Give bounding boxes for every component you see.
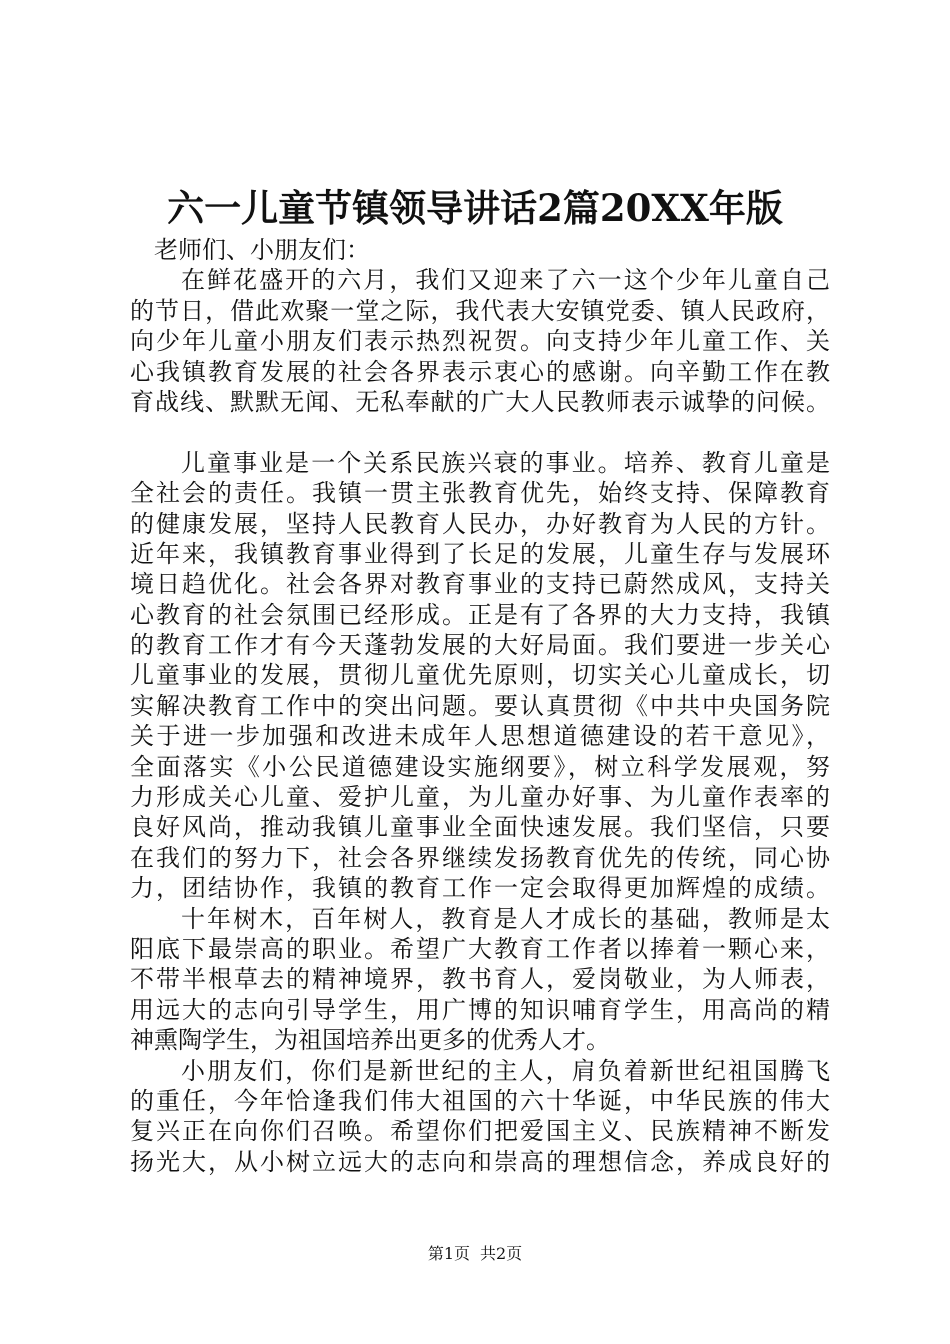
greeting-line: 老师们、小朋友们： [154,236,370,264]
paragraph-line: 向少年儿童小朋友们表示热烈祝贺。向支持少年儿童工作、关 [130,327,830,356]
paragraph-line: 的教育工作才有今天蓬勃发展的大好局面。我们要进一步关心 [130,631,830,660]
paragraph-line: 力，团结协作，我镇的教育工作一定会取得更加辉煌的成绩。 [130,874,830,903]
paragraph-line: 用远大的志向引导学生，用广博的知识哺育学生，用高尚的精 [130,995,830,1024]
paragraph-line: 力形成关心儿童、爱护儿童，为儿童办好事、为儿童作表率的 [130,783,830,812]
paragraph-line: 扬光大，从小树立远大的志向和崇高的理想信念，养成良好的 [130,1147,830,1176]
paragraph-line: 心教育的社会氛围已经形成。正是有了各界的大力支持，我镇 [130,600,830,629]
paragraph-line: 的节日，借此欢聚一堂之际，我代表大安镇党委、镇人民政府， [130,296,830,325]
paragraph-2 [130,448,830,904]
page-number: 第1页 [427,1244,470,1263]
paragraph-4 [130,1056,830,1178]
paragraph-line: 在鲜花盛开的六月，我们又迎来了六一这个少年儿童自己 [181,266,830,295]
paragraph-line: 关于进一步加强和改进未成年人思想道德建设的若干意见》， [130,722,830,751]
paragraph-line: 境日趋优化。社会各界对教育事业的支持已蔚然成风，支持关 [130,570,830,599]
paragraph-line: 不带半根草去的精神境界，教书育人，爱岗敬业，为人师表， [130,965,830,994]
paragraph-line: 阳底下最崇高的职业。希望广大教育工作者以捧着一颗心来， [130,934,830,963]
paragraph-line: 神熏陶学生，为祖国培养出更多的优秀人才。 [130,1026,610,1055]
paragraph-line: 的重任，今年恰逢我们伟大祖国的六十华诞，中华民族的伟大 [130,1086,830,1115]
paragraph-line: 十年树木，百年树人，教育是人才成长的基础，教师是太 [181,904,830,933]
paragraph-line: 儿童事业的发展，贯彻儿童优先原则，切实关心儿童成长，切 [130,661,830,690]
paragraph-line: 近年来，我镇教育事业得到了长足的发展，儿童生存与发展环 [130,539,830,568]
paragraph-3 [130,904,830,1056]
paragraph-line: 儿童事业是一个关系民族兴衰的事业。培养、教育儿童是 [181,448,830,477]
paragraph-line: 全面落实《小公民道德建设实施纲要》，树立科学发展观，努 [130,752,830,781]
page-footer [0,1244,950,1264]
paragraph-line: 实解决教育工作中的突出问题。要认真贯彻《中共中央国务院 [130,691,830,720]
paragraph-spacer [130,417,830,447]
paragraph-1 [130,265,830,417]
paragraph-line: 育战线、默默无闻、无私奉献的广大人民教师表示诚挚的问候。 [130,387,830,416]
paragraph-line: 全社会的责任。我镇一贯主张教育优先，始终支持、保障教育 [130,479,830,508]
document-body [130,235,830,1177]
paragraph-line: 小朋友们，你们是新世纪的主人，肩负着新世纪祖国腾飞 [181,1056,830,1085]
paragraph-line: 复兴正在向你们召唤。希望你们把爱国主义、民族精神不断发 [130,1117,830,1146]
paragraph-line: 在我们的努力下，社会各界继续发扬教育优先的传统，同心协 [130,843,830,872]
paragraph-line: 心我镇教育发展的社会各界表示衷心的感谢。向辛勤工作在教 [130,357,830,386]
paragraph-line: 的健康发展，坚持人民教育人民办，办好教育为人民的方针。 [130,509,830,538]
page-total: 共2页 [480,1244,523,1263]
document-title: 六一儿童节镇领导讲话2篇20XX年版 [167,186,783,230]
paragraph-line: 良好风尚，推动我镇儿童事业全面快速发展。我们坚信，只要 [130,813,830,842]
